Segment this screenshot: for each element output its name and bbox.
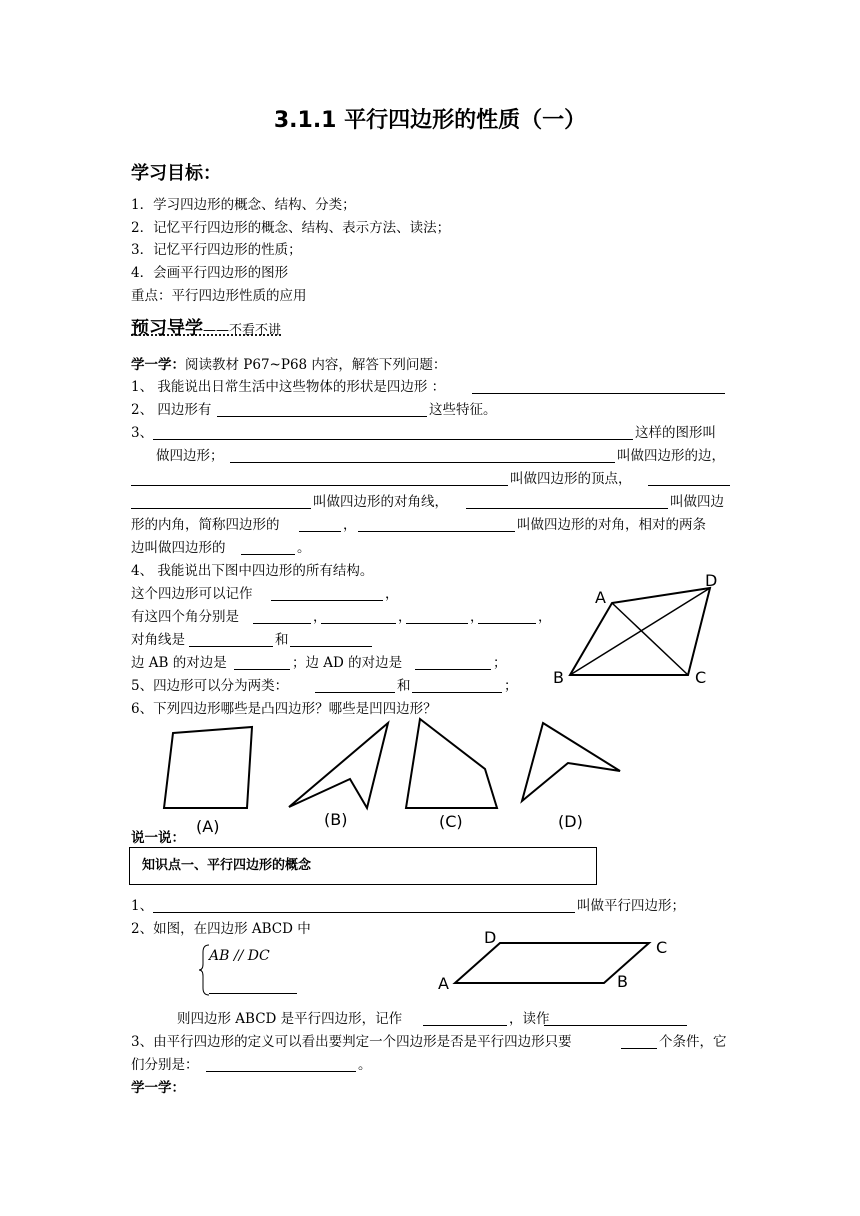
fig-label-c: (C): [439, 812, 463, 831]
q3-text-j: 边叫做四边形的: [131, 540, 226, 556]
p2-read: ，读作: [509, 1011, 550, 1027]
q5-end: ；: [504, 678, 518, 694]
q5-blank-1[interactable]: [315, 692, 395, 693]
q1-blank[interactable]: [472, 393, 725, 394]
goal-item-2: 2．记忆平行四边形的概念、结构、表示方法、读法；: [131, 220, 451, 236]
goals-heading: 学习目标：: [131, 163, 221, 184]
vertex-label-c: C: [695, 668, 707, 687]
q6-text: 6、下列四边形哪些是凸四边形？哪些是凹四边形？: [131, 701, 437, 717]
q3-text-g: 形的内角，简称四边形的: [131, 517, 280, 533]
p3-conditions-blank[interactable]: [206, 1071, 356, 1072]
q3-text-c: 叫做四边形的边，: [617, 448, 725, 464]
p1-number: 1、: [131, 898, 154, 914]
p3-text-c: 们分别是：: [131, 1057, 199, 1073]
q3-text-h: ，: [343, 517, 357, 533]
condition-blank[interactable]: [209, 993, 297, 994]
q4-d-text-2: ；边 AD 的对边是: [292, 655, 403, 671]
q4-text: 4、 我能说出下图中四边形的所有结构。: [131, 563, 374, 579]
q2-text: 2、 四边形有: [131, 402, 212, 418]
q4-b-blank-2[interactable]: [321, 623, 396, 624]
shape-b: [289, 723, 388, 808]
shapes-figure: [150, 715, 630, 840]
vertex-label-b: B: [553, 668, 564, 687]
q4-d-text-3: ；: [493, 655, 507, 671]
q2-suffix: 这些特征。: [429, 402, 497, 418]
p2-text: 2、如图，在四边形 ABCD 中: [131, 921, 311, 937]
q4-a-text: 这个四边形可以记作: [131, 586, 253, 602]
q4-a-blank[interactable]: [271, 600, 383, 601]
p3-text-b: 个条件，它: [659, 1034, 727, 1050]
q4-d-blank-1[interactable]: [234, 669, 290, 670]
q3-text-d: 叫做四边形的顶点，: [510, 471, 632, 487]
q3-text-b: 做四边形；: [156, 448, 224, 464]
q3-blank-7[interactable]: [299, 531, 341, 532]
q5-blank-2[interactable]: [412, 692, 502, 693]
fig-label-d: (D): [558, 812, 583, 831]
q4-b-blank-3[interactable]: [406, 623, 468, 624]
quadrilateral-figure: [545, 565, 735, 695]
q1-text: 1、 我能说出日常生活中这些物体的形状是四边形 ：: [131, 379, 446, 395]
q3-blank-6[interactable]: [466, 508, 668, 509]
fig-label-a: (A): [196, 817, 220, 836]
goal-item-3: 3．记忆平行四边形的性质；: [131, 242, 302, 258]
p1-blank[interactable]: [153, 912, 575, 913]
preview-heading: [131, 317, 281, 343]
shape-a: [164, 727, 252, 808]
p3-count-blank[interactable]: [621, 1048, 657, 1049]
study-label: 学一学：: [131, 357, 185, 373]
q3-blank-4[interactable]: [648, 485, 730, 486]
talk-label: 说一说：: [131, 830, 185, 846]
q3-number: 3、: [131, 425, 154, 441]
p1-suffix: 叫做平行四边形；: [577, 898, 685, 914]
p2-then: 则四边形 ABCD 是平行四边形，记作: [177, 1011, 403, 1027]
q4-d-blank-2[interactable]: [415, 669, 491, 670]
condition-ab-dc: AB // DC: [209, 948, 270, 964]
key-point: 重点：平行四边形性质的应用: [131, 288, 307, 304]
q3-text-f: 叫做四边: [670, 494, 724, 510]
knowledge-box-title: 知识点一、平行四边形的概念: [142, 858, 312, 873]
q3-blank-1[interactable]: [153, 439, 633, 440]
q3-blank-2[interactable]: [230, 462, 615, 463]
study2-label: 学一学：: [131, 1080, 185, 1096]
q3-text-i: 叫做四边形的对角，相对的两条: [517, 517, 706, 533]
para-label-b: B: [617, 972, 628, 991]
q3-text-k: 。: [297, 540, 311, 556]
q5-mid: 和: [397, 678, 411, 694]
q4-c-blank-2[interactable]: [290, 646, 372, 647]
page-title: 3.1.1 平行四边形的性质（一）: [273, 108, 587, 133]
p3-text-a: 3、由平行四边形的定义可以看出要判定一个四边形是否是平行四边形只要: [131, 1034, 572, 1050]
goal-item-1: 1．学习四边形的概念、结构、分类；: [131, 197, 356, 213]
q3-blank-8[interactable]: [358, 531, 515, 532]
para-label-d: D: [484, 928, 497, 947]
q4-b-blank-1[interactable]: [253, 623, 311, 624]
q4-d-text-1: 边 AB 的对边是: [131, 655, 227, 671]
para-label-a: A: [438, 974, 449, 993]
p3-text-d: 。: [358, 1057, 372, 1073]
q4-a-end: ，: [385, 586, 399, 602]
q3-blank-5[interactable]: [131, 508, 311, 509]
q4-b-sep-3: ，: [470, 609, 484, 625]
q3-blank-3[interactable]: [131, 485, 508, 486]
preview-heading-text: 预习导学: [131, 318, 203, 339]
fig-label-b: (B): [324, 810, 348, 829]
preview-subtitle: ——不看不讲: [203, 323, 282, 338]
q2-blank[interactable]: [217, 416, 427, 417]
shape-d: [522, 723, 620, 801]
q3-blank-9[interactable]: [241, 554, 295, 555]
q4-b-sep-2: ，: [398, 609, 412, 625]
study-line: [131, 356, 446, 374]
shape-c: [406, 719, 497, 808]
p2-read-blank[interactable]: [544, 1025, 687, 1026]
p2-notation-blank[interactable]: [423, 1025, 507, 1026]
goal-item-4: 4．会画平行四边形的图形: [131, 265, 289, 281]
study-text: 阅读教材 P67~P68 内容，解答下列问题：: [185, 357, 447, 373]
q4-c-blank-1[interactable]: [189, 646, 273, 647]
q4-b-sep-1: ，: [313, 609, 327, 625]
q4-b-text: 有这四个角分别是: [131, 609, 239, 625]
q4-b-sep-4: ，: [538, 609, 552, 625]
vertex-label-d: D: [705, 571, 718, 590]
vertex-label-a: A: [595, 588, 606, 607]
q3-text-a: 这样的图形叫: [635, 425, 716, 441]
q4-b-blank-4[interactable]: [478, 623, 536, 624]
q5-text: 5、四边形可以分为两类：: [131, 678, 289, 694]
q4-c-mid: 和: [275, 632, 289, 648]
q4-c-text: 对角线是: [131, 632, 185, 648]
para-label-c: C: [656, 938, 668, 957]
q3-text-e: 叫做四边形的对角线，: [313, 494, 448, 510]
parallelogram-figure: [436, 927, 676, 997]
